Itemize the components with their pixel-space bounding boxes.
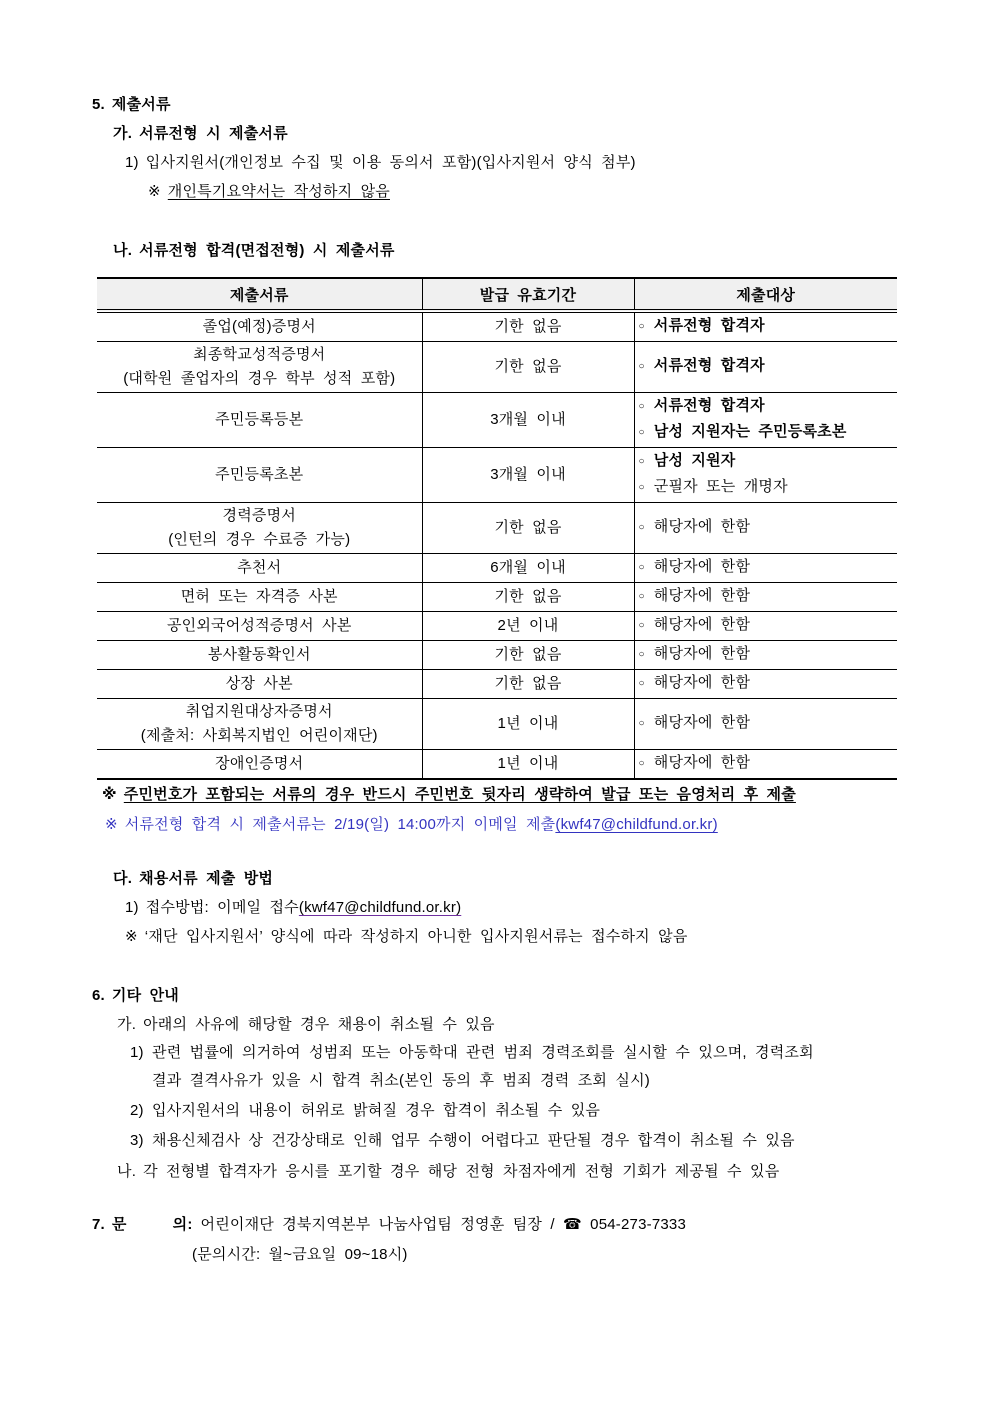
target-text: 남성 지원자는 주민등록초본 bbox=[653, 423, 847, 440]
table-row bbox=[97, 612, 897, 641]
targets-cell bbox=[634, 554, 897, 583]
section-5a-item-1 bbox=[92, 148, 904, 177]
table-row bbox=[97, 448, 897, 503]
section-5c-label: 다. bbox=[113, 870, 133, 887]
phone-number: 054-273-7333 bbox=[590, 1216, 686, 1233]
document-name-cell bbox=[97, 612, 422, 641]
targets-cell bbox=[634, 503, 897, 554]
column-header-validity: 발급 유효기간 bbox=[422, 278, 634, 311]
spacer bbox=[92, 1186, 904, 1210]
target-text: 해당자에 한함 bbox=[653, 518, 751, 535]
section-6-item bbox=[92, 1127, 904, 1155]
document-name-cell bbox=[97, 503, 422, 554]
section-6-item-line bbox=[130, 1039, 904, 1067]
target-text: 해당자에 한함 bbox=[653, 674, 751, 691]
target-item bbox=[639, 354, 894, 380]
target-text: 군필자 또는 개명자 bbox=[653, 478, 788, 495]
circle-bullet-icon: ○ bbox=[638, 456, 645, 467]
spacer bbox=[92, 951, 904, 981]
document-name-line: (인턴의 경우 수료증 가능) bbox=[168, 531, 351, 548]
section-6-item-line: 결과 결격사유가 있을 시 합격 취소(본인 동의 후 범죄 경력 조회 실시) bbox=[152, 1072, 650, 1089]
validity-cell: 6개월 이내 bbox=[422, 554, 634, 583]
targets-cell bbox=[634, 699, 897, 750]
section-6-item bbox=[92, 1097, 904, 1125]
target-item bbox=[639, 420, 894, 446]
column-header-document: 제출서류 bbox=[97, 278, 422, 311]
circle-bullet-icon: ○ bbox=[638, 758, 645, 769]
section-5b-title: 서류전형 합격(면접전형) 시 제출서류 bbox=[139, 242, 395, 259]
section-6-number: 6. bbox=[92, 987, 105, 1004]
targets-cell bbox=[634, 750, 897, 780]
section-5-number: 5. bbox=[92, 96, 105, 113]
section-5c-item-1 bbox=[92, 893, 904, 922]
target-text: 해당자에 한함 bbox=[653, 754, 751, 771]
validity-cell: 기한 없음 bbox=[422, 641, 634, 670]
targets-cell bbox=[634, 612, 897, 641]
item-number: 1) bbox=[125, 899, 139, 916]
circle-bullet-icon: ○ bbox=[638, 620, 645, 631]
column-header-target: 제출대상 bbox=[634, 278, 897, 311]
section-7-contact-line bbox=[92, 1210, 904, 1240]
targets-cell bbox=[634, 670, 897, 699]
document-name-line: (대학원 졸업자의 경우 학부 성적 포함) bbox=[123, 370, 396, 387]
document-name-cell bbox=[97, 448, 422, 503]
contact-text: 어린이재단 경북지역본부 나눔사업팀 정영훈 팀장 / bbox=[200, 1216, 555, 1233]
note-text: 주민번호가 포함되는 서류의 경우 반드시 주민번호 뒷자리 생략하여 발급 또는 음영처리 후 제출 bbox=[123, 786, 796, 803]
validity-cell: 2년 이내 bbox=[422, 612, 634, 641]
circle-bullet-icon: ○ bbox=[638, 718, 645, 729]
document-name-cell bbox=[97, 393, 422, 448]
table-row bbox=[97, 583, 897, 612]
phone-icon: ☎ bbox=[563, 1216, 582, 1233]
target-text: 서류전형 합격자 bbox=[653, 357, 765, 374]
targets-cell bbox=[634, 641, 897, 670]
table-row bbox=[97, 393, 897, 448]
inquiry-hours: (문의시간: 월~금요일 09~18시) bbox=[192, 1246, 408, 1263]
section-5-title: 제출서류 bbox=[111, 96, 171, 113]
table-note-deadline bbox=[105, 810, 904, 840]
validity-cell: 3개월 이내 bbox=[422, 448, 634, 503]
table-row bbox=[97, 503, 897, 554]
document-name-line: 졸업(예정)증명서 bbox=[202, 318, 316, 335]
item-text: 입사지원서의 내용이 허위로 밝혀질 경우 합격이 취소될 수 있음 bbox=[152, 1102, 601, 1119]
document-name-cell bbox=[97, 311, 422, 342]
document-name-cell bbox=[97, 641, 422, 670]
target-text: 해당자에 한함 bbox=[653, 587, 751, 604]
circle-bullet-icon: ○ bbox=[638, 401, 645, 412]
item-number: 2) bbox=[130, 1102, 144, 1119]
document-name-cell bbox=[97, 750, 422, 780]
table-row bbox=[97, 342, 897, 393]
section-5c-note bbox=[92, 922, 904, 951]
item-number: 1) bbox=[125, 154, 139, 171]
document-name-line: (제출처: 사회복지법인 어린이재단) bbox=[140, 727, 378, 744]
validity-cell: 기한 없음 bbox=[422, 503, 634, 554]
target-item bbox=[639, 394, 894, 420]
document-name-line: 취업지원대상자증명서 bbox=[185, 703, 333, 720]
document-name-line: 주민등록등본 bbox=[215, 411, 304, 428]
table-row bbox=[97, 641, 897, 670]
section-6-item-line bbox=[130, 1097, 904, 1125]
document-name-line: 최종학교성적증명서 bbox=[193, 346, 326, 363]
section-5b-label: 나. bbox=[113, 242, 133, 259]
document-name-cell bbox=[97, 583, 422, 612]
document-name-cell bbox=[97, 670, 422, 699]
target-item bbox=[639, 314, 894, 340]
table-note-privacy bbox=[102, 780, 904, 810]
document-name-line: 면허 또는 자격증 사본 bbox=[180, 588, 338, 605]
spacer bbox=[92, 840, 904, 864]
validity-cell: 1년 이내 bbox=[422, 699, 634, 750]
targets-cell bbox=[634, 311, 897, 342]
document-name-line: 봉사활동확인서 bbox=[207, 646, 311, 663]
target-text: 해당자에 한함 bbox=[653, 645, 751, 662]
circle-bullet-icon: ○ bbox=[638, 649, 645, 660]
item-number: 3) bbox=[130, 1132, 144, 1149]
target-item bbox=[639, 555, 894, 581]
table-header-row bbox=[97, 278, 897, 311]
reference-mark-icon: ※ bbox=[102, 786, 117, 803]
target-item bbox=[639, 671, 894, 697]
table-row bbox=[97, 750, 897, 780]
section-6b-line bbox=[92, 1157, 904, 1186]
email-link[interactable]: (kwf47@childfund.or.kr) bbox=[298, 899, 462, 916]
inquiry-label-left: 문 bbox=[111, 1216, 127, 1233]
target-item bbox=[639, 613, 894, 639]
table-row bbox=[97, 670, 897, 699]
table-row bbox=[97, 699, 897, 750]
targets-cell bbox=[634, 583, 897, 612]
validity-cell: 기한 없음 bbox=[422, 311, 634, 342]
targets-cell bbox=[634, 342, 897, 393]
table-row bbox=[97, 554, 897, 583]
validity-cell: 기한 없음 bbox=[422, 583, 634, 612]
targets-cell bbox=[634, 393, 897, 448]
document-name-cell bbox=[97, 554, 422, 583]
item-text: 채용신체검사 상 건강상태로 인해 업무 수행이 어렵다고 판단될 경우 합격이 취소될 수 있음 bbox=[152, 1132, 795, 1149]
section-5a-heading bbox=[92, 119, 904, 148]
section-6-items bbox=[92, 1039, 904, 1155]
note-text: 개인특기요약서는 작성하지 않음 bbox=[167, 183, 390, 200]
reference-mark-icon: ※ bbox=[105, 816, 118, 833]
target-item bbox=[639, 475, 894, 501]
item-text: 관련 법률에 의거하여 성범죄 또는 아동학대 관련 범죄 경력조회를 실시할 수 있으며, 경력조회 bbox=[152, 1044, 814, 1061]
target-text: 남성 지원자 bbox=[653, 452, 736, 469]
note-text: 서류전형 합격 시 제출서류는 2/19(일) 14:00까지 이메일 제출 bbox=[124, 816, 556, 833]
circle-bullet-icon: ○ bbox=[638, 321, 645, 332]
section-5a-title: 서류전형 시 제출서류 bbox=[139, 125, 288, 142]
circle-bullet-icon: ○ bbox=[638, 361, 645, 372]
validity-cell: 기한 없음 bbox=[422, 670, 634, 699]
circle-bullet-icon: ○ bbox=[638, 427, 645, 438]
item-number: 1) bbox=[130, 1044, 144, 1061]
section-6-title: 기타 안내 bbox=[111, 987, 179, 1004]
target-text: 해당자에 한함 bbox=[653, 616, 751, 633]
target-item bbox=[639, 449, 894, 475]
reference-mark-icon: ※ bbox=[148, 183, 161, 200]
circle-bullet-icon: ○ bbox=[638, 678, 645, 689]
targets-cell bbox=[634, 448, 897, 503]
section-6a-label: 가. bbox=[117, 1016, 137, 1033]
table-row bbox=[97, 311, 897, 342]
target-text: 해당자에 한함 bbox=[653, 714, 751, 731]
item-text: 접수방법: 이메일 접수 bbox=[145, 899, 299, 916]
note-text: ‘재단 입사지원서’ 양식에 따라 작성하지 아니한 입사지원서류는 접수하지 않음 bbox=[144, 928, 688, 945]
target-item bbox=[639, 751, 894, 777]
validity-cell: 1년 이내 bbox=[422, 750, 634, 780]
circle-bullet-icon: ○ bbox=[638, 482, 645, 493]
target-item bbox=[639, 711, 894, 737]
inquiry-label-right: 의: bbox=[172, 1216, 193, 1233]
document-name-line: 공인외국어성적증명서 사본 bbox=[166, 617, 352, 634]
section-5c-title: 채용서류 제출 방법 bbox=[139, 870, 274, 887]
target-text: 서류전형 합격자 bbox=[653, 397, 765, 414]
target-text: 해당자에 한함 bbox=[653, 558, 751, 575]
section-7-number: 7. bbox=[92, 1216, 105, 1233]
circle-bullet-icon: ○ bbox=[638, 591, 645, 602]
section-5-heading bbox=[92, 90, 904, 119]
circle-bullet-icon: ○ bbox=[638, 522, 645, 533]
documents-table-body bbox=[97, 311, 897, 779]
reference-mark-icon: ※ bbox=[125, 928, 138, 945]
target-item bbox=[639, 515, 894, 541]
submission-documents-table bbox=[97, 277, 897, 780]
email-link[interactable]: (kwf47@childfund.or.kr) bbox=[555, 816, 718, 833]
document-name-cell bbox=[97, 699, 422, 750]
section-5a-label: 가. bbox=[113, 125, 133, 142]
section-6-item-line bbox=[130, 1127, 904, 1155]
section-6-heading bbox=[92, 981, 904, 1010]
section-5b-heading bbox=[92, 236, 904, 265]
validity-cell: 3개월 이내 bbox=[422, 393, 634, 448]
section-6b-label: 나. bbox=[117, 1163, 137, 1180]
section-6a-line bbox=[92, 1010, 904, 1039]
target-item bbox=[639, 584, 894, 610]
section-5c-heading bbox=[92, 864, 904, 893]
circle-bullet-icon: ○ bbox=[638, 562, 645, 573]
section-6b-text: 각 전형별 합격자가 응시를 포기할 경우 해당 전형 차점자에게 전형 기회가 제공될 수 있음 bbox=[143, 1163, 780, 1180]
document-name-cell bbox=[97, 342, 422, 393]
section-6a-text: 아래의 사유에 해당할 경우 채용이 취소될 수 있음 bbox=[143, 1016, 495, 1033]
document-name-line: 주민등록초본 bbox=[215, 466, 304, 483]
document-name-line: 경력증명서 bbox=[222, 507, 296, 524]
section-5a-note bbox=[92, 177, 904, 206]
target-text: 서류전형 합격자 bbox=[653, 317, 765, 334]
item-text: 입사지원서(개인정보 수집 및 이용 동의서 포함)(입사지원서 양식 첨부) bbox=[145, 154, 636, 171]
target-item bbox=[639, 642, 894, 668]
document-name-line: 추천서 bbox=[237, 559, 282, 576]
validity-cell: 기한 없음 bbox=[422, 342, 634, 393]
document-name-line: 장애인증명서 bbox=[215, 755, 304, 772]
document-name-line: 상장 사본 bbox=[225, 675, 293, 692]
section-6-item bbox=[92, 1039, 904, 1095]
spacer bbox=[92, 206, 904, 236]
